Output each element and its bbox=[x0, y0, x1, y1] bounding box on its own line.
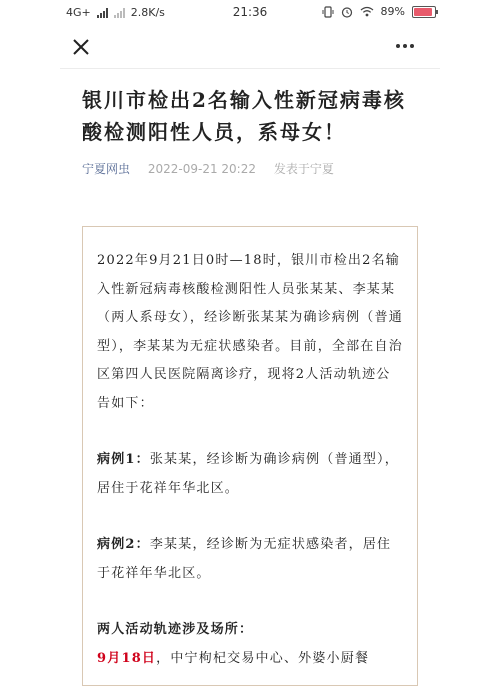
network-type: 4G+ bbox=[66, 6, 91, 19]
spacer bbox=[97, 588, 403, 616]
wifi-icon bbox=[360, 6, 374, 17]
status-right bbox=[322, 5, 436, 18]
alarm-icon bbox=[341, 6, 353, 18]
article-body bbox=[82, 226, 418, 686]
places-heading: 两人活动轨迹涉及场所： bbox=[97, 622, 254, 637]
case-2-label: 病例2： bbox=[97, 537, 150, 552]
status-bar bbox=[0, 0, 500, 26]
more-dot bbox=[396, 44, 400, 48]
article-location: 发表于宁夏 bbox=[273, 162, 334, 176]
vibrate-icon bbox=[322, 6, 334, 18]
close-icon[interactable] bbox=[70, 36, 92, 58]
nav-divider bbox=[60, 68, 440, 69]
network-speed: 2.8K/s bbox=[130, 6, 165, 19]
case-1-text: 张某某，经诊断为确诊病例（普通型），居住于花祥年华北区。 bbox=[97, 452, 399, 496]
battery-percent: 89% bbox=[380, 5, 405, 18]
case-1-label: 病例1： bbox=[97, 452, 150, 467]
article-meta bbox=[82, 160, 334, 177]
case-2-text: 李某某，经诊断为无症状感染者，居住于花祥年华北区。 bbox=[97, 537, 392, 581]
clock: 21:36 bbox=[232, 5, 268, 19]
spacer bbox=[97, 418, 403, 446]
nav-bar bbox=[0, 26, 500, 68]
route-text: ，中宁枸杞交易中心、外婆小厨餐 bbox=[156, 650, 370, 666]
more-icon[interactable] bbox=[396, 38, 420, 54]
case-2 bbox=[97, 531, 403, 588]
article-title: 银川市检出2名输入性新冠病毒核酸检测阳性人员，系母女！ bbox=[82, 88, 406, 144]
article-date: 2022-09-21 20:22 bbox=[147, 162, 256, 176]
battery-fill bbox=[414, 8, 432, 16]
spacer bbox=[97, 503, 403, 531]
article-intro: 2022年9月21日0时—18时，银川市检出2名输入性新冠病毒核酸检测阳性人员张某某、李某某（两人系母女），经诊断张某某为确诊病例（普通型），李某某为无症状感染者。目前，全部在自治区第四人民医院隔离诊疗，现将2人活动轨迹公告如下： bbox=[97, 253, 403, 411]
more-dot bbox=[410, 44, 414, 48]
battery-icon bbox=[412, 6, 436, 18]
article-source-link[interactable]: 宁夏网虫 bbox=[82, 162, 131, 176]
case-1 bbox=[97, 446, 403, 503]
route-line bbox=[97, 645, 403, 674]
more-dot bbox=[403, 44, 407, 48]
route-date: 9月18日 bbox=[97, 650, 157, 666]
